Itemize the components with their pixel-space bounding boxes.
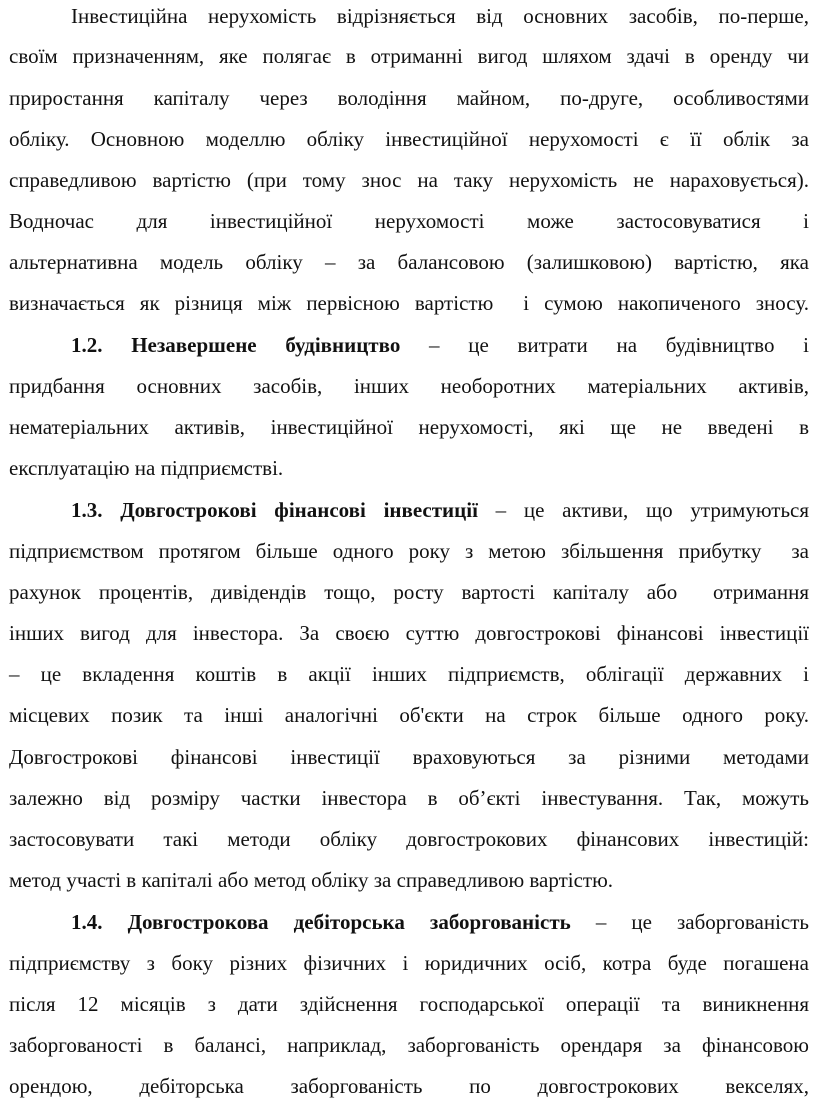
paragraph-line: Довгострокові фінансові інвестиції враховуються за різними методами [9,745,809,769]
paragraph-line: підприємством протягом більше одного року з метою збільшення прибутку за [9,539,809,563]
section-title: 1.2. Незавершене будівництво [71,333,401,357]
section-definition-text: – це заборгованість [570,910,810,934]
section-definition-text: – це активи, що утримуються [477,498,809,522]
section-heading-line [71,331,809,359]
section-title: 1.3. Довгострокові фінансові інвестиції [71,498,478,522]
paragraph-line: Інвестиційна нерухомість відрізняється від основних засобів, по-перше, [71,4,809,28]
paragraph-line: – це вкладення коштів в акції інших підприємств, облігації державних і [9,662,809,686]
paragraph-line: приростання капіталу через володіння майном, по-друге, особливостями [9,86,809,110]
paragraph-line: придбання основних засобів, інших необоротних матеріальних активів, [9,374,809,398]
paragraph-line: своїм призначенням, яке полягає в отриманні вигод шляхом здачі в оренду чи [9,44,809,68]
paragraph-line: Водночас для інвестиційної нерухомості може застосовуватися і [9,209,809,233]
paragraph-line: місцевих позик та інші аналогічні об'єкти на строк більше одного року. [9,703,809,727]
paragraph-line: визначається як різниця між первісною вартістю і сумою накопиченого зносу. [9,291,809,315]
section-heading-line [71,496,809,524]
paragraph-line: метод участі в капіталі або метод обліку за справедливою вартістю. [9,868,614,892]
paragraph-line: рахунок процентів, дивідендів тощо, росту вартості капіталу або отримання [9,580,809,604]
section-heading-line [71,908,809,936]
paragraph-line: заборгованості в балансі, наприклад, заборгованість орендаря за фінансовою [9,1033,809,1057]
paragraph-line: застосовувати такі методи обліку довгострокових фінансових інвестицій: [9,827,809,851]
paragraph-line: обліку. Основною моделлю обліку інвестиційної нерухомості є її облік за [9,127,809,151]
paragraph-line: залежно від розміру частки інвестора в об’єкті інвестування. Так, можуть [9,786,809,810]
paragraph-line: справедливою вартістю (при тому знос на таку нерухомість не нараховується). [9,168,809,192]
paragraph-line: орендою, дебіторська заборгованість по довгострокових векселях, [9,1074,809,1098]
paragraph-line: інших вигод для інвестора. За своєю суттю довгострокові фінансові інвестиції [9,621,809,645]
paragraph-line: після 12 місяців з дати здійснення господарської операції та виникнення [9,992,809,1016]
section-title: 1.4. Довгострокова дебіторська заборгованість [71,910,571,934]
paragraph-line: експлуатацію на підприємстві. [9,456,284,480]
paragraph-line: нематеріальних активів, інвестиційної нерухомості, які ще не введені в [9,415,809,439]
paragraph-line: альтернативна модель обліку – за балансовою (залишковою) вартістю, яка [9,250,809,274]
section-definition-text: – це витрати на будівництво і [400,333,809,357]
paragraph-line: підприємству з боку різних фізичних і юридичних осіб, котра буде погашена [9,951,809,975]
